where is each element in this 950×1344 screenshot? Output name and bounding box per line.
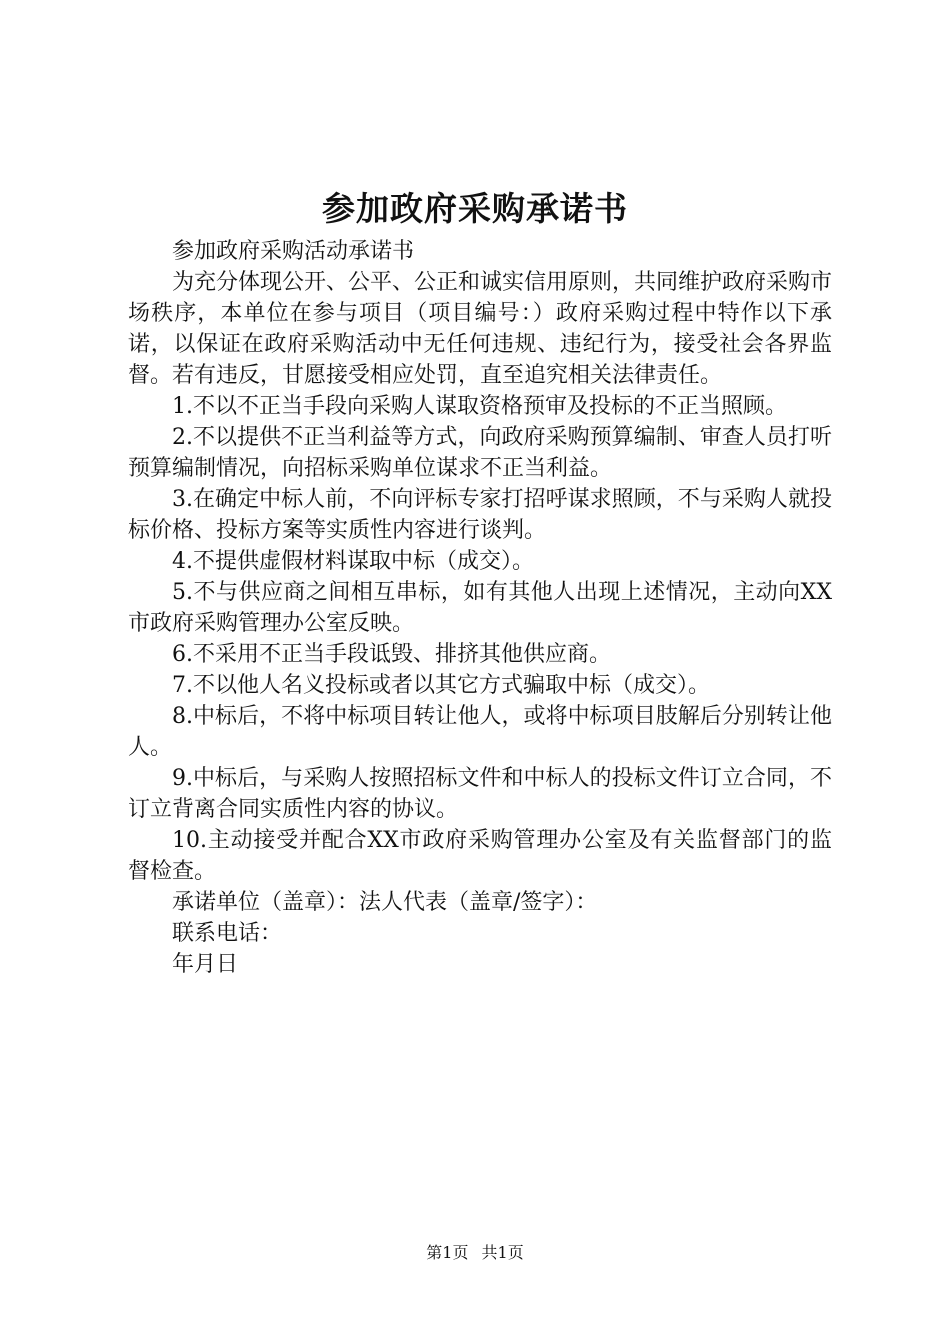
signature-line: 承诺单位（盖章）：法人代表（盖章/签字）： <box>172 890 598 915</box>
paragraph-item-6: 6.不采用不正当手段诋毁、排挤其他供应商。 <box>172 642 611 667</box>
date-line: 年月日 <box>172 952 239 977</box>
paragraph-item-10: 10.主动接受并配合XX市政府采购管理办公室及有关监督部门的监督检查。 <box>128 828 832 884</box>
page-number-total: 共1页 <box>481 1243 524 1262</box>
page-number-current: 第1页 <box>426 1243 469 1262</box>
document-title: 参加政府采购承诺书 <box>322 189 628 228</box>
paragraph-item-2: 2.不以提供不正当利益等方式，向政府采购预算编制、审查人员打听预算编制情况，向招标采购单位谋求不正当利益。 <box>128 425 832 481</box>
page-footer <box>0 1242 950 1264</box>
document-body <box>128 236 832 980</box>
paragraph-item-3: 3.在确定中标人前，不向评标专家打招呼谋求照顾，不与采购人就投标价格、投标方案等实质性内容进行谈判。 <box>128 487 832 543</box>
paragraph-intro: 为充分体现公开、公平、公正和诚实信用原则，共同维护政府采购市场秩序，本单位在参与项目（项目编号：）政府采购过程中特作以下承诺，以保证在政府采购活动中无任何违规、违纪行为，接受社会各界监督。若有违反，甘愿接受相应处罚，直至追究相关法律责任。 <box>128 270 833 388</box>
paragraph-item-1: 1.不以不正当手段向采购人谋取资格预审及投标的不正当照顾。 <box>172 394 787 419</box>
paragraph-item-8: 8.中标后，不将中标项目转让他人，或将中标项目肢解后分别转让他人。 <box>128 704 832 760</box>
paragraph-item-9: 9.中标后，与采购人按照招标文件和中标人的投标文件订立合同，不订立背离合同实质性内容的协议。 <box>128 766 832 822</box>
paragraph-item-4: 4.不提供虚假材料谋取中标（成交）。 <box>172 549 534 574</box>
paragraph-item-5: 5.不与供应商之间相互串标，如有其他人出现上述情况，主动向XX市政府采购管理办公室反映。 <box>128 580 832 636</box>
paragraph-item-7: 7.不以他人名义投标或者以其它方式骗取中标（成交）。 <box>172 673 710 698</box>
contact-phone-line: 联系电话： <box>172 921 283 946</box>
paragraph-subtitle: 参加政府采购活动承诺书 <box>172 239 415 264</box>
